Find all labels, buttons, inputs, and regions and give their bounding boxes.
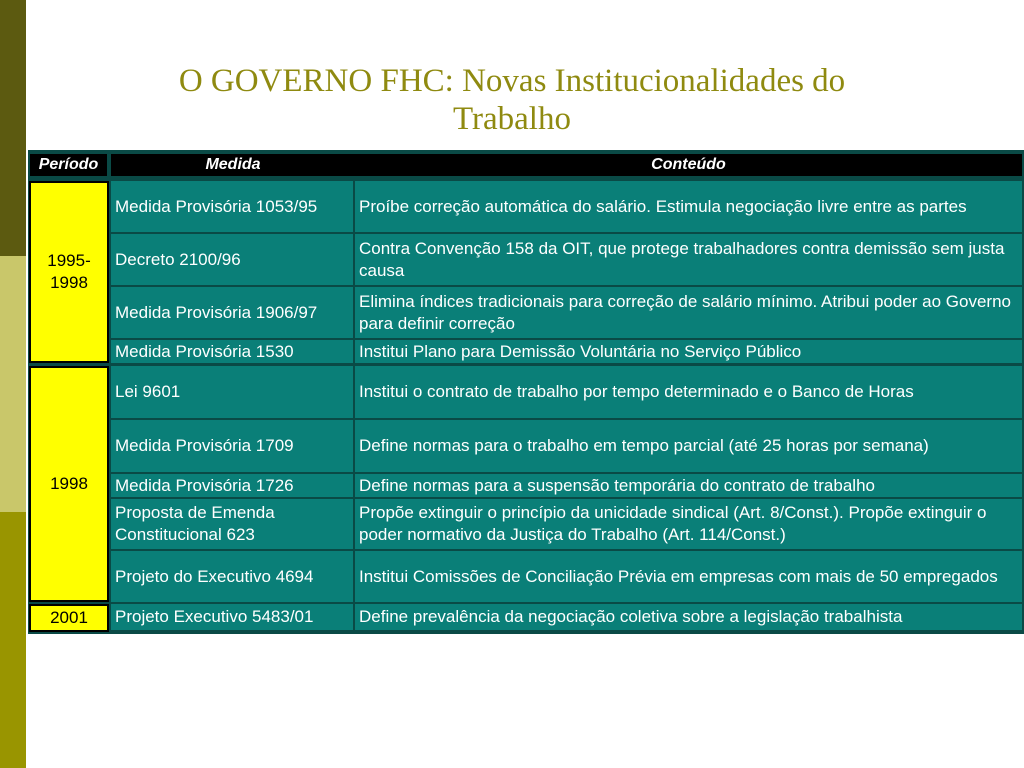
table-row-conteudo: Contra Convenção 158 da OIT, que protege trabalhadores contra demissão sem justa causa (355, 234, 1022, 285)
table-row-conteudo: Define normas para o trabalho em tempo parcial (até 25 horas por semana) (355, 420, 1022, 472)
measures-table (28, 150, 1024, 634)
side-bar-segment-olive (0, 512, 26, 768)
table-row-conteudo: Elimina índices tradicionais para correção de salário mínimo. Atribui poder ao Governo para definir correção (355, 287, 1022, 338)
table-row-conteudo: Define normas para a suspensão temporária do contrato de trabalho (355, 474, 1022, 497)
side-bar-segment-dark (0, 0, 26, 256)
period-cell-2001: 2001 (29, 604, 109, 632)
table-row-medida: Medida Provisória 1053/95 (111, 181, 353, 232)
slide-title-line-2: Trabalho (453, 101, 571, 137)
table-row-conteudo: Define prevalência da negociação coletiva sobre a legislação trabalhista (355, 604, 1022, 630)
header-conteudo: Conteúdo (355, 154, 1022, 176)
slide-title (60, 62, 964, 138)
table-row-conteudo: Propõe extinguir o princípio da unicidade sindical (Art. 8/Const.). Propõe extinguir o poder normativo da Justiça do Trabalho (Art. 114/Const.) (355, 499, 1022, 549)
table-row-medida: Decreto 2100/96 (111, 234, 353, 285)
table-row-medida: Medida Provisória 1726 (111, 474, 353, 497)
header-periodo: Período (30, 154, 107, 176)
period-cell-1995-1998: 1995- 1998 (29, 181, 109, 363)
slide-title-line-1: O GOVERNO FHC: Novas Institucionalidades do (178, 63, 846, 99)
table-row-conteudo: Institui Comissões de Conciliação Prévia em empresas com mais de 50 empregados (355, 551, 1022, 602)
table-row-medida: Medida Provisória 1906/97 (111, 287, 353, 338)
table-row-medida: Projeto do Executivo 4694 (111, 551, 353, 602)
table-row-medida: Proposta de Emenda Constitucional 623 (111, 499, 353, 549)
header-medida: Medida (111, 154, 355, 176)
table-row-conteudo: Institui o contrato de trabalho por tempo determinado e o Banco de Horas (355, 366, 1022, 418)
table-row-medida: Lei 9601 (111, 366, 353, 418)
side-bar-segment-light (0, 256, 26, 512)
table-row-medida: Medida Provisória 1709 (111, 420, 353, 472)
table-row-medida: Medida Provisória 1530 (111, 340, 353, 363)
table-row-conteudo: Institui Plano para Demissão Voluntária no Serviço Público (355, 340, 1022, 363)
side-decoration-bar (0, 0, 26, 768)
table-row-conteudo: Proíbe correção automática do salário. Estimula negociação livre entre as partes (355, 181, 1022, 232)
period-cell-1998: 1998 (29, 366, 109, 602)
table-row-medida: Projeto Executivo 5483/01 (111, 604, 353, 630)
